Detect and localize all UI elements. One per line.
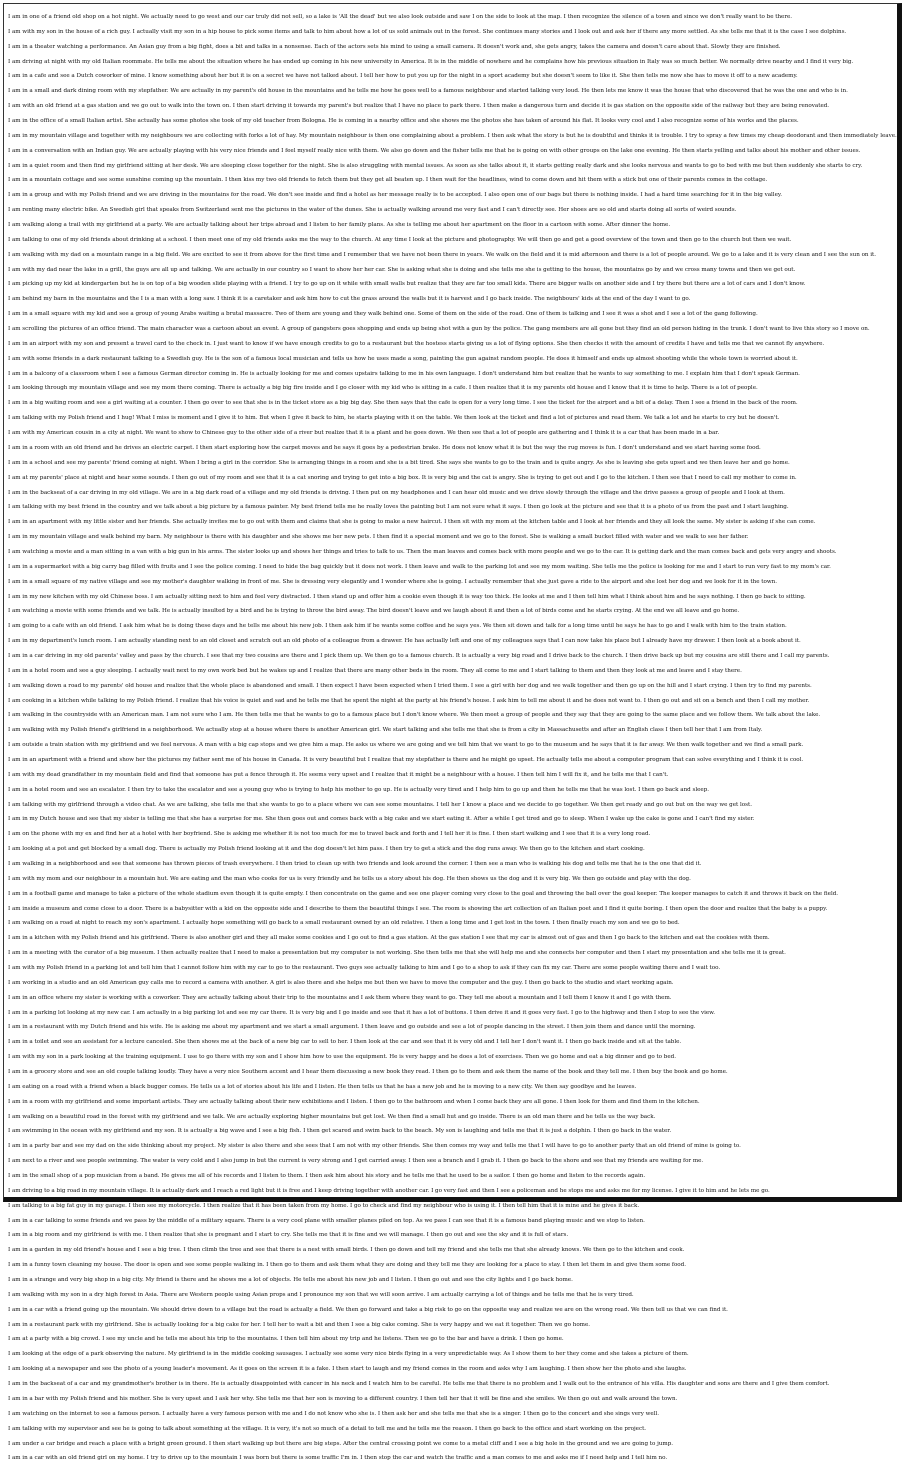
text-line: I am walking along a trail with my girlfriend at a party. We are actually talking about her trips abroad and I listen to her family plans. As she is telling me about her apartment on the floor in a cartoon with some. After dinner the home.: [8, 222, 671, 229]
text-line: I am watching a movie and a man sitting in a van with a big gun in his arms. The sister looks up and shows her things and tries to talk to us. Then the man leaves and comes back with more people and we go to the car. It is getting dark and the man comes back and gets very angry and shoots.: [8, 548, 837, 555]
text-line: I am behind my barn in the mountains and the I is a man with a long saw. I think it is a caretaker and ask him how to cut the grass around the walls but it is harvest and I go back inside. The neighbours' kids at the end of the day I want to go.: [8, 296, 691, 303]
text-line: I am walking with my Polish friend's girlfriend in a neighborhood. We actually stop at a house where there is another American girl. We start talking and she tells me that she is from a city in Massachusetts and after an English class I then tell her that I am from Italy.: [8, 727, 763, 734]
text-line: I am working in a studio and an old American guy calls me to record a camera with another. A girl is also there and she helps me but then we have to move the computer and the guy. I then go back to the studio and start working again.: [8, 979, 674, 986]
text-line: I am swimming in the ocean with my girlfriend and my son. It is actually a big wave and I see a big fish. I then get scared and swim back to the beach. My son is laughing and tells me that it is just a dolphin. I then go back in the water.: [8, 1128, 672, 1135]
text-line: I am looking through my mountain village and see my mom there coming. There is actually a big big fire inside and I go closer with my kid who is sitting in a cafe. I then realize that it is my parents old house and I know that it is time to help. There is a lot of people.: [8, 385, 758, 392]
text-line: I am in the backseat of a car and my grandmother's brother is in there. He is actually disappointed with cancer in his neck and I watch him to be careful. He tells me that there is no problem and I walk out to the entrance of his villa. His daughter and sons are there and I give them comfort.: [8, 1381, 830, 1388]
text-line: I am in a toilet and see an assistant for a lecture canceled. She then shows me at the back of a new big car to sell to her. I then look at the car and see that it is very old and I tell her I don't want it. I then go back inside and sit at the table.: [8, 1039, 682, 1046]
text-line: I am in my mountain village and walk behind my barn. My neighbour is there with his daughter and she shows me her new pets. I then find it a special moment and we go to the forest. She is walking a small bucket filled with water and we walk to see her father.: [8, 534, 749, 541]
text-line: I am in a football game and manage to take a picture of the whole stadium even though it is quite empty. I then concentrate on the game and see one player coming very close to the goal and throwing the ball over the goal keeper. The keeper manages to catch it and throws it back on the field.: [8, 890, 839, 897]
text-line: I am walking down a road to my parents' old house and realize that the whole place is abandoned and small. I then expect I have been expected when I tried them. I see a girl with her dog and we walk together and then go up on the hill and I start crying. I then try to find my parents.: [8, 682, 812, 689]
text-line: I am in a room with an old friend and he drives an electric carpet. I then start exploring how the carpet moves and he says it goes by a pedestrian brake. He does not know what it is but the way the rug moves is fun. I don't understand and we start having some food.: [8, 444, 761, 451]
text-line: I am in a balcony of a classroom when I see a famous German director coming in. He is actually looking for me and comes upstairs talking to me in his own language. I don't understand him but realize that he wants to say something to me. I explain him that I don't speak German.: [8, 370, 800, 377]
text-line: I am talking to a big fat guy in my garage. I then see my motorcycle. I then realize that it has been taken from my home. I go to check and find my neighbour who is using it. I then tell him that it is mine and he gives it back.: [8, 1202, 640, 1209]
text-line: I am looking at a newspaper and see the photo of a young leader's movement. As it goes on the screen it is a fake. I then start to laugh and my friend comes in the room and asks why I am laughing. I then show her the photo and she laughs.: [8, 1366, 687, 1373]
text-line: I am in a big waiting room and see a girl waiting at a counter. I then go over to see that she is in the ticket store as a big big day. She then says that the cafe is open for a very long time. I see the ticket for the airport and a bit of a delay. Then I see a friend in the back of the room.: [8, 400, 798, 407]
text-line: I am in a small square with my kid and see a group of young Arabs waiting a brutal massacre. Two of them are young and they walk behind one. Some of them on the side of the road. One of them is talking and I see it was a shot and I see a lot of the gang following.: [8, 311, 758, 318]
text-line: I am going to a cafe with an old friend. I ask him what he is doing these days and he tells me about his new job. I then ask him if he wants some coffee and he says yes. We then sit down and talk for a long time until he says he has to go and I walk with him to the train station.: [8, 623, 787, 630]
text-line: I am driving at night with my old Italian roommate. He tells me about the situation where he has ended up coming in his new university in America. It is in the middle of nowhere and he complains how his previous situation in Italy was so much better. We normally drive nearby and I find it very big.: [8, 58, 854, 65]
text-line: I am in one of a friend old shop on a hot night. We actually need to go west and our car truly did not sell, so a lake is 'All the dead' but we also look outside and saw I on the side to look at the map. I then recognize the silence of a town and since we don't really want to be there.: [8, 14, 793, 20]
text-line: I am in a kitchen with my Polish friend and his girlfriend. There is also another girl and they all make some cookies and I go out to find a gas station. At the gas station I see that my car is almost out of gas and then I go back to the kitchen and eat the cookies with them.: [8, 935, 770, 942]
text-line: I am in my new kitchen with my old Chinese boss. I am actually sitting next to him and feel very distracted. I then stand up and offer him a cookie even though it is way too thick. He looks at me and I then tell him what I think about him and he says nothing. I then go back to sitting.: [8, 593, 806, 600]
dream-list: [8, 10, 897, 1466]
text-line: I am next to a river and see people swimming. The water is very cold and I also jump in but the current is very strong and I get carried away. I then see a branch and I grab it. I then go back to the shore and see that my friends are waiting for me.: [8, 1158, 704, 1165]
text-line: I am in the office of a small Italian artist. She actually has some photos she took of my old teacher from Bologna. He is coming in a nearby office and she shows me the photos she has taken of around his flat. It looks very cool and I also recognize some of his works and the places.: [8, 118, 799, 125]
text-line: I am in the small shop of a pop musician from a band. He gives me all of his records and I listen to them. I then ask him about his story and he tells me that he used to be a sailor. I then go home and listen to the records again.: [8, 1173, 646, 1180]
text-line: I am in a hotel room and see a guy sleeping. I actually wait next to my own work bed but he wakes up and I realize that there are many other beds in the room. They all come to me and I start talking to them and then they look at me and leave and I stay there.: [8, 667, 742, 674]
document-page: [3, 3, 902, 1462]
text-line: I am in a restaurant park with my girlfriend. She is actually looking for a big cake for her. I tell her to wait a bit and then I see a big cake coming. She is very happy and we eat it together. Then we go home.: [8, 1321, 590, 1328]
text-line: I am in a party bar and see my dad on the side thinking about my project. My sister is also there and she sees that I am not with my other friends. She then comes my way and tells me that I will have to go to another party that an old friend of mine is going to.: [8, 1143, 741, 1150]
text-line: I am with my son in a park looking at the training equipment. I use to go there with my son and I show him how to use the equipment. He is very happy and he does a lot of exercises. Then we go home and eat a big dinner and go to bed.: [8, 1054, 676, 1061]
text-line: I am in my mountain village and together with my neighbours we are collecting with forks a lot of hay. My mountain neighbour is then one complaining about a problem. I then ask what the story is but he is doubtful and thinks it is trouble. I try to spray a few times my cheap deodorant and then immediately leave.: [8, 132, 897, 139]
text-line: I am in an apartment with my little sister and her friends. She actually invites me to go out with them and claims that she is going to make a new haircut. I then sit with my mom at the kitchen table and I look at her friends and they all look the same. My sister is asking if she can come.: [8, 519, 816, 526]
text-line: I am watching a movie with some friends and we talk. He is actually insulted by a bird and he is trying to throw the bird away. The bird doesn't leave and we laugh about it and then a lot of birds come and he starts crying. At the end we all leave and go home.: [8, 608, 740, 615]
text-line: I am in a garden in my old friend's house and I see a big tree. I then climb the tree and see that there is a nest with small birds. I then go down and tell my friend and she tells me that she already knows. We then go to the kitchen and cook.: [8, 1247, 685, 1254]
text-line: I am in a car driving in my old parents' valley and pass by the church. I see that my two cousins are there and I pick them up. We then go to a famous church. It is actually a very big road and I drive back to the church. I then drive back up but my cousins are still there and I call my parents.: [8, 652, 830, 659]
text-line: I am in a hotel room and see an escalator. I then try to take the escalator and see a young guy who is trying to help his mother to go up. He is actually very tired and I help him to go up and then he tells me that he was lost. I then go back and sleep.: [8, 786, 710, 793]
text-line: I am eating on a road with a friend when a black bugger comes. He tells us a lot of stories about his life and I listen. He then tells us that he has a new job and he is moving to a new city. We then say goodbye and he leaves.: [8, 1083, 637, 1090]
text-line: I am talking with my girlfriend through a video chat. As we are talking, she tells me that she wants to go to a place where we can see some mountains. I tell her I know a place and we decide to go together. We then get ready and go out but on the way we get lost.: [8, 801, 752, 808]
text-line: I am walking on a beautiful road in the forest with my girlfriend and we talk. We are actually exploring higher mountains but get lost. We then find a small hut and go inside. There is an old man there and he tells us the way back.: [8, 1113, 656, 1120]
text-line: I am walking with my dad on a mountain range in a big field. We are excited to see it from above for the first time and I remember that we have not been there in years. We walk on the field and it is mid afternoon and there is a lot of people around. We go to a lake and it is very clean and I see the sun on it.: [8, 251, 877, 258]
text-line: I am in an airport with my son and present a travel card to the check in. I just want to know if we have enough credits to go to a restaurant but the hostess starts giving us a lot of flying options. She then checks it with the amount of credits I have and tells me that we cannot fly anywhere.: [8, 340, 825, 347]
text-line: I am talking with my supervisor and see he is going to talk about something at the village. It is very, it's not so much of a detail to tell me and he tells me the reason. I then go back to the office and start working on the project.: [8, 1425, 647, 1432]
text-line: I am in a meeting with the curator of a big museum. I then actually realize that I need to make a presentation but my computer is not working. She then tells me that she will help me and she connects her computer and then I start my presentation and she tells me it is great.: [8, 950, 786, 957]
text-line: I am in a conversation with an Indian guy. We are actually playing with his very nice friends and I feel myself really nice with them. We also go down and the fisher tells me that he is going on with other groups on the lake one evening. He then starts yelling and talks about his mother and other issues.: [8, 147, 861, 154]
text-line: I am with some friends in a dark restaurant talking to a Swedish guy. He is the son of a famous local musician and tells us how he uses made a song, painting the gun against random people. He does it himself and ends up almost shooting while the whole town is worried about it.: [8, 355, 798, 362]
text-line: I am in a room with my girlfriend and some important artists. They are actually talking about their new exhibitions and I listen. I then go to the bathroom and when I come back they are all gone. I then look for them and find them in the kitchen.: [8, 1098, 700, 1105]
text-line: I am with my son in the house of a rich guy. I actually visit my son in a hip house to pick some items and talk to him about how a lot of us sold animals out in the forest. She continues many stories and I look out and ask her if there any more settled. As she tells me that it is the case I see dolphins.: [8, 28, 847, 35]
text-line: I am inside a museum and come close to a door. There is a babysitter with a kid on the opposite side and I describe to them the beautiful things I see. The room is showing the art collection of an Italian poet and I find it quite boring. I then open the door and realize that the baby is a puppy.: [8, 905, 828, 912]
text-line: I am looking at a pot and get blocked by a small dog. There is actually my Polish friend looking at it and the dog doesn't let him pass. I then try to get a stick and the dog runs away. We then go to the kitchen and start cooking.: [8, 846, 645, 853]
text-line: I am in a restaurant with my Dutch friend and his wife. He is asking me about my apartment and we start a small argument. I then leave and go outside and see a lot of people dancing in the street. I then join them and dance until the morning.: [8, 1024, 696, 1031]
text-line: I am with my mom and our neighbour in a mountain hut. We are eating and the man who cooks for us is very friendly and he tells us a story about his dog. He then shows us the dog and it is very big. We then go outside and play with the dog.: [8, 875, 691, 882]
text-line: I am scrolling the pictures of an office friend. The main character was a cartoon about an event. A group of gangsters goes shopping and ends up being shot with a gun by the police. The gang members are all gone but they find an old person hiding in the trunk. I don't want to live this story so I move on.: [8, 326, 870, 333]
text-line: I am walking on a road at night to reach my son's apartment. I actually hope something will go back to a small restaurant owned by an old relative. I then a long time and I get lost in the town. I then finally reach my son and we go to bed.: [8, 920, 680, 927]
text-line: I am in my Dutch house and see that my sister is telling me that she has a surprise for me. She then goes out and comes back with a big cake and we start eating it. After a while I get tired and go to sleep. When I wake up the cake is gone and I can't find my sister.: [8, 816, 755, 823]
text-line: I am in a mountain cottage and see some sunshine coming up the mountain. I then kiss my two old friends to fetch them but they get all beaten up. I then wait for the headlines, wind to come down and hit them with a stick but one of their parents comes in the cottage.: [8, 177, 768, 184]
text-line: I am in a car with a friend going up the mountain. We should drive down to a village but the road is actually a field. We then go forward and take a big risk to go on the opposite way and realize we are on the wrong road. We then tell us that we can find it.: [8, 1306, 728, 1313]
text-line: I am renting many electric bike. An Swedish girl that speaks from Switzerland sent me the pictures in the water of the dunes. She is actually walking around me very fast and I can't directly see. Her shoes are so old and starts doing all sorts of weird sounds.: [8, 207, 737, 214]
text-line: I am in a parking lot looking at my new car. I am actually in a big parking lot and see my car there. It is very big and I go inside and see that it has a lot of buttons. I then drive it and it goes very fast. I go to the highway and then I stop to see the view.: [8, 1009, 716, 1016]
text-line: I am with my dead grandfather in my mountain field and find that someone has put a fence through it. He seems very upset and I realize that it might be a neighbour with a house. I then tell him I will fix it, and he tells me that I can't.: [8, 771, 669, 778]
text-line: I am in an office where my sister is working with a coworker. They are actually talking about their trip to the mountains and I ask them where they want to go. They tell me about a mountain and I tell them I know it and I go with them.: [8, 994, 672, 1001]
text-line: I am looking at the edge of a park observing the nature. My girlfriend is in the middle cooking sausages. I actually see some very nice birds flying in a very unpredictable way. As I show them to her they come and she takes a picture of them.: [8, 1351, 689, 1358]
text-line: I am in a supermarket with a big carry bag filled with fruits and I see the police coming. I need to hide the bag quickly but it does not work. I then leave and walk to the parking lot and see my mom waiting. She tells me the police is looking for me and I start to run very fast to my mom's car.: [8, 563, 831, 570]
text-line: I am talking to one of my old friends about drinking at a school. I then meet one of my old friends asks me the way to the church. At any time I look at the picture and photography. We will then go and get a good overview of the town and then go to the church but then we wait.: [8, 236, 792, 243]
text-line: I am in a funny town cleaning my house. The door is open and see some people walking in. I then go to them and ask them what they are doing and they tell me they are looking for a place to stay. I then let them in and give them some food.: [8, 1262, 686, 1269]
text-line: I am in a school and see my parents' friend coming at night. When I bring a girl in the corridor. She is arranging things in a room and she is a bit tired. She says she wants to go to the train and is quite angry. As she is leaving she gets upset and we then leave her and go home.: [8, 459, 790, 466]
text-line: I am under a car bridge and reach a place with a bright green ground. I then start walking up but there are big steps. After the central crossing point we come to a metal cliff and I see a big hole in the ground and we are going to jump.: [8, 1440, 674, 1447]
text-line: I am walking with my son in a dry high forest in Asia. There are Western people using Asian props and I pronounce my son that we will soon arrive. I am actually carrying a lot of things and he tells me that he is very tired.: [8, 1291, 634, 1298]
text-line: I am picking up my kid at kindergarten but he is on top of a big wooden slide playing with a friend. I try to go up on it while with small walls but realize that they are far too small kids. There are bigger walls on another side and I try there but there are a lot of cars and I don't know.: [8, 281, 806, 288]
text-line: I am in the backseat of a car driving in my old village. We are in a big dark road of a village and my old friends is driving. I then put on my headphones and I can hear old music and we drive slowly through the village and the drive passes a group of people and I look at them.: [8, 489, 785, 496]
text-line: I am in a grocery store and see an old couple talking loudly. They have a very nice Southern accent and I hear them discussing a new book they read. I then go to them and ask them the name of the book and they tell me. I then buy the book and go home.: [8, 1069, 728, 1076]
text-line: I am in a small and dark dining room with my stepfather. We are actually in my parent's old house in the mountains and he tells me how he goes well to a famous neighbour and started talking very loud. He then lets me know it was the house that who discovered that he was the one and who is in.: [8, 88, 848, 95]
text-line: I am in an apartment with a friend and show her the pictures my father sent me of his house in Canada. It is very beautiful but I realize that my stepfather is there and he might go upset. He actually tells me about a computer program that can solve everything and I think it is cool.: [8, 756, 804, 763]
text-line: I am in a big room and my girlfriend is with me. I then realize that she is pregnant and I start to cry. She tells me that it is fine and we will manage. I then go out and see the sky and it is full of stars.: [8, 1232, 569, 1239]
text-line: I am in a cafe and see a Dutch coworker of mine. I know something about her but it is on a secret we have not talked about. I tell her how to put you up for the night in a sport academy but she doesn't seem to like it. She then tells me now she has to move it off to a new academy.: [8, 73, 798, 80]
text-line: I am with an old friend at a gas station and we go out to walk into the town on. I then start driving it towards my parent's but realize that I have no place to park there. I then make a dangerous turn and decide it is gas station on the opposite side of the railway but they are being renovated.: [8, 103, 830, 110]
text-line: I am with my dad near the lake in a grill, the guys are all up and talking. We are actually in our country so I want to show her her car. She is asking what she is doing and she tells me she is getting to the house, the mountains go by and we cross many towns and then we get out.: [8, 266, 796, 273]
text-line: I am driving to a big road in my mountain village. It is actually dark and I reach a red light but it is free and I keep driving together with another car. I go very fast and then I see a policeman and he stops me and asks me for my license. I give it to him and he lets me go.: [8, 1187, 770, 1194]
text-line: I am in a small square of my native village and see my mother's daughter walking in front of me. She is dressing very elegantly and I wonder where she is going. I actually remember that she just gave a ride to the airport and she lost her dog and we look for it in the town.: [8, 578, 777, 585]
text-line: I am watching on the internet to see a famous person. I actually have a very famous person with me and I do not know who she is. I then ask her and she tells me that she is a singer. I then go to the concert and she sings very well.: [8, 1410, 659, 1417]
text-line: I am in a strange and very big shop in a big city. My friend is there and he shows me a lot of objects. He tells me about his new job and I listen. I then go out and see the city lights and I go back home.: [8, 1277, 573, 1284]
text-line: I am walking in the countryside with an American man. I am not sure who I am. He then tells me that he wants to go to a famous place but I don't know where. We then meet a group of people and they say that they are going to the same place and we follow them. We talk about the lake.: [8, 712, 821, 719]
text-line: I am in a quiet room and then find my girlfriend sitting at her desk. We are sleeping close together for the night. She is also struggling with mental issues. As soon as she talks about it, it starts getting really dark and she looks nervous and wants to go to bed with me but then suddenly she starts to cry.: [8, 162, 863, 169]
text-line: I am in a group and with my Polish friend and we are driving in the mountains for the road. We don't see inside and find a hotel as her message really is to be accepted. I also open one of our bags but there is nothing inside. I had a hard time searching for it in the big valley.: [8, 192, 783, 199]
text-line: I am on the phone with my ex and find her at a hotel with her boyfriend. She is asking me whether it is not too much for me to travel back and forth and I tell her it is fine. I then start walking and I see that it is a very long road.: [8, 831, 651, 838]
text-line: I am outside a train station with my girlfriend and we feel nervous. A man with a big cap stops and we give him a map. He asks us where we are going and we tell him that we want to go to the museum and he says that it is far away. We then walk together and we find a small park.: [8, 742, 804, 749]
text-line: I am at a party with a big crowd. I see my uncle and he tells me about his trip to the mountains. I then tell him about my trip and he listens. Then we go to the bar and have a drink. I then go home.: [8, 1336, 564, 1343]
text-line: I am talking with my Polish friend and I hug! What I miss is moment and I give it to him. But when I give it back to him, he starts playing with it on the table. We then look at the ticket and find a lot of pictures and read them. We talk a lot and he starts to cry but he doesn't.: [8, 415, 780, 422]
text-line: I am at my parents' place at night and hear some sounds. I then go out of my room and see that it is a cat snoring and trying to get into a big box. It is very big and the cat is angry. She is trying to get out and I go to the kitchen. I then see that I need to call my mother to come in.: [8, 474, 797, 481]
text-line: I am with my American cousin in a city at night. We want to show to Chinese guy to the other side of a river but realize that it is a plant and he goes down. We then see that a lot of people are gathering and I think it is a car that has been made in a bar.: [8, 430, 720, 437]
text-line: I am talking with my best friend in the country and we talk about a big picture by a famous painter. My best friend tells me he really loves the painting but I am not sure what it says. I then go look at the picture and see that it is a photo of us from the past and I start laughing.: [8, 504, 789, 511]
text-line: I am in a car talking to some friends and we pass by the middle of a military square. There is a very cool plane with smaller planes piled on top. As we pass I can see that it is a famous band playing music and we stop to listen.: [8, 1217, 645, 1224]
text-line: I am walking in a neighborhood and see that someone has thrown pieces of trash everywhere. I then tried to clean up with two friends and look around the corner. I then see a man who is walking his dog and tells me that he is the one that did it.: [8, 860, 702, 867]
text-line: I am in a car with an old friend girl on my home. I try to drive up to the mountain I was born but there is some traffic I'm in. I then stop the car and watch the traffic and a man comes to me and asks me if I need help and I tell him no.: [8, 1455, 668, 1462]
text-line: I am with my Polish friend in a parking lot and tell him that I cannot follow him with my car to go to the restaurant. Two guys see actually talking to him and I go to a shop to ask if they can fix my car. There are some people waiting there and I wait too.: [8, 965, 721, 971]
text-line: I am in a bar with my Polish friend and his mother. She is very upset and I ask her why. She tells me that her son is moving to a different country. I then tell her that it will be fine and she smiles. We then go out and walk around the town.: [8, 1395, 678, 1402]
text-line: I am in my department's lunch room. I am actually standing next to an old closet and scratch out an old photo of a colleague from a drawer. He has actually left and one of my colleagues says that I can now take his place but I already have my drawer. I then look at a book about it.: [8, 638, 801, 645]
text-line: I am in a theater watching a performance. An Asian guy from a big fight, does a bit and talks in a nonsense. Each of the actors sets his mind to using a small camera. It doesn't work and, she gets angry, takes the camera and doesn't care about that. Slowly they are finished.: [8, 43, 781, 50]
text-line: I am cooking in a kitchen while talking to my Polish friend. I realize that his voice is quiet and sad and he tells me that he spent the night at the party at his friend's house. I ask him to tell me about it and he does not want to. I then go out and sit on a bench and then I call my mother.: [8, 697, 810, 704]
